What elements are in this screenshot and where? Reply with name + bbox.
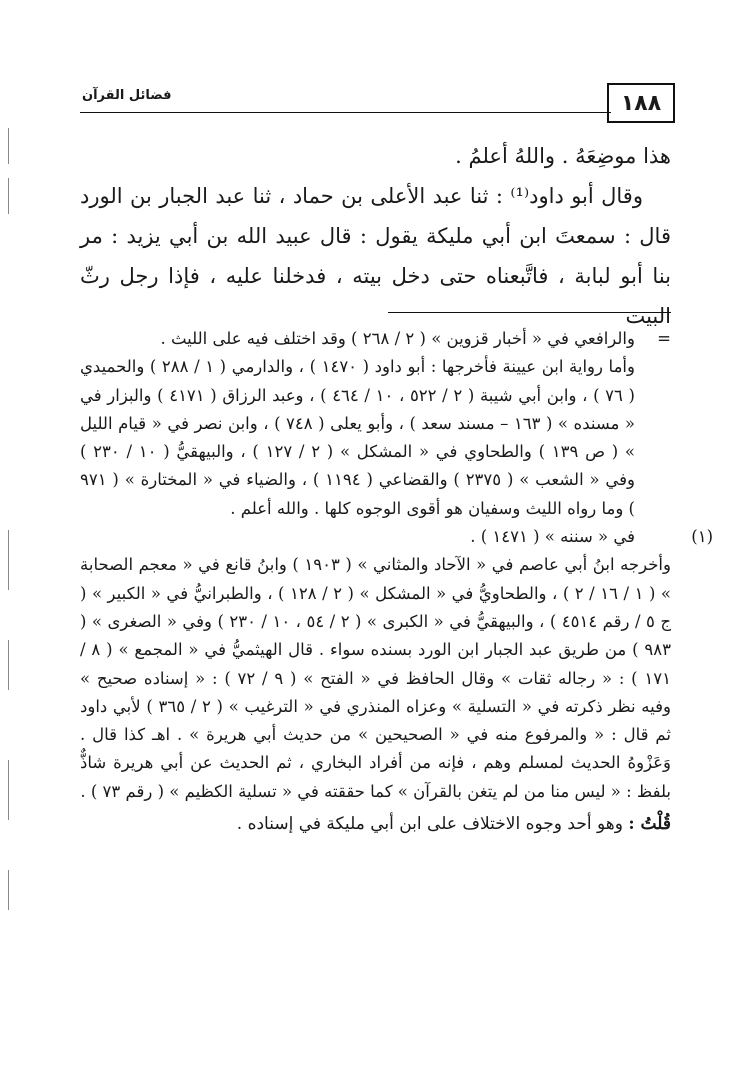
footnote-paragraph: وأما رواية ابن عيينة فأخرجها : أبو داود ( ١٤٧٠ ) ، والدارمي ( ١ / ٢٨٨ ) والحميدي ( ٧٦ ) ، وابن أبي شيبة ( ٢ / ٥٢٢ ، ١٠ / ٤٦٤ ) ، وعبد الرزاق ( ٤١٧١ ) والبزار في « مسنده » ( ١٦٣ – مسند سعد ) ، وأبو يعلى ( ٧٤٨ ) ، وابن نصر في « قيام الليل » ( ص ١٣٩ ) والطحاوي في « المشكل » ( ٢ / ١٢٧ ) ، والبيهقيُّ ( ١٠ / ٢٣٠ ) وفي « الشعب » ( ٢٣٧٥ ) والقضاعي ( ١١٩٤ ) ، والضياء في « المختارة » ( ٩٧١ ) وما رواه الليث وسفيان هو أقوى الوجوه كلها . والله أعلم . [80, 357, 636, 518]
footnote-paragraph: وأخرجه ابنُ أبي عاصم في « الآحاد والمثاني » ( ١٩٠٣ ) وابنُ قانع في « معجم الصحابة » ( ١ / ١٦ / ٢ ) ، والطحاويُّ في « المشكل » ( ٢ / ١٢٨ ) ، والطبرانيُّ في « الكبير » ( ج ٥ / رقم ٤٥١٤ ) ، والبيهقيُّ في « الكبرى » ( ٢ / ٥٤ ، ١٠ / ٢٣٠ ) وفي « الصغرى » ( ٩٨٣ ) من طريق عبد الجبار ابن الورد بسنده سواء . قال الهيثميُّ في « المجمع » ( ٨ / ١٧١ ) : « رجاله ثقات » وقال الحافظ في « الفتح » ( ٩ / ٧٢ ) : « إسناده صحيح » وفيه نظر ذكرته في « التسلية » وعزاه المنذري في « الترغيب » ( ٢ / ٣٦٥ ) لأبي داود ثم قال : « والمرفوع منه في « الصحيحين » من حديث أبي هريرة » . اهـ كذا قال . وَعَزْوهُ الحديث لمسلم وهم ، فإنه من أفراد البخاري ، ثم الحديث عن أبي هريرة شاذٌّ بلفظ : « ليس منا من لم يتغن بالقرآن » كما حققته في « تسلية الكظيم » ( رقم ٧٣ ) . [80, 555, 671, 801]
margin-bar [8, 178, 9, 214]
margin-bar [8, 640, 9, 690]
margin-bar [8, 760, 9, 820]
footnotes [80, 325, 713, 838]
margin-bar [8, 128, 9, 164]
footnote-continuation [80, 325, 671, 353]
main-text [80, 136, 671, 336]
main-paragraph: وقال أبو داود⁽¹⁾ : ثنا عبد الأعلى بن حماد ، ثنا عبد الجبار بن الورد قال : سمعتَ ابن أبي مليكة يقول : قال عبيد الله بن أبي يزيد : مر بنا أبو لبابة ، فاتَّبعناه حتى دخل بيته ، فدخلنا عليه ، فإذا رجل رثّ البيت [80, 184, 671, 328]
footnote-number: (١) [691, 527, 713, 547]
margin-bar [8, 870, 9, 910]
footnote-line: والرافعي في « أخبار قزوين » ( ٢ / ٢٦٨ ) وقد اختلف فيه على الليث . [160, 329, 635, 348]
continuation-mark: = [657, 329, 671, 348]
qult-text: وهو أحد وجوه الاختلاف على ابن أبي مليكة في إسناده . [236, 814, 623, 835]
main-line: هذا موضِعَهُ . واللهُ أعلمُ . [455, 144, 671, 168]
author-comment [80, 810, 671, 838]
qult-label: قُلْتُ : [628, 814, 671, 835]
page-number: ١٨٨ [607, 83, 675, 123]
footnote-1 [80, 523, 713, 551]
footnote-separator [388, 312, 671, 313]
margin-bar [8, 530, 9, 590]
footnote-line: في « سننه » ( ١٤٧١ ) . [470, 527, 635, 547]
header-rule [80, 112, 611, 113]
running-title: فضائل القرآن [82, 88, 172, 103]
